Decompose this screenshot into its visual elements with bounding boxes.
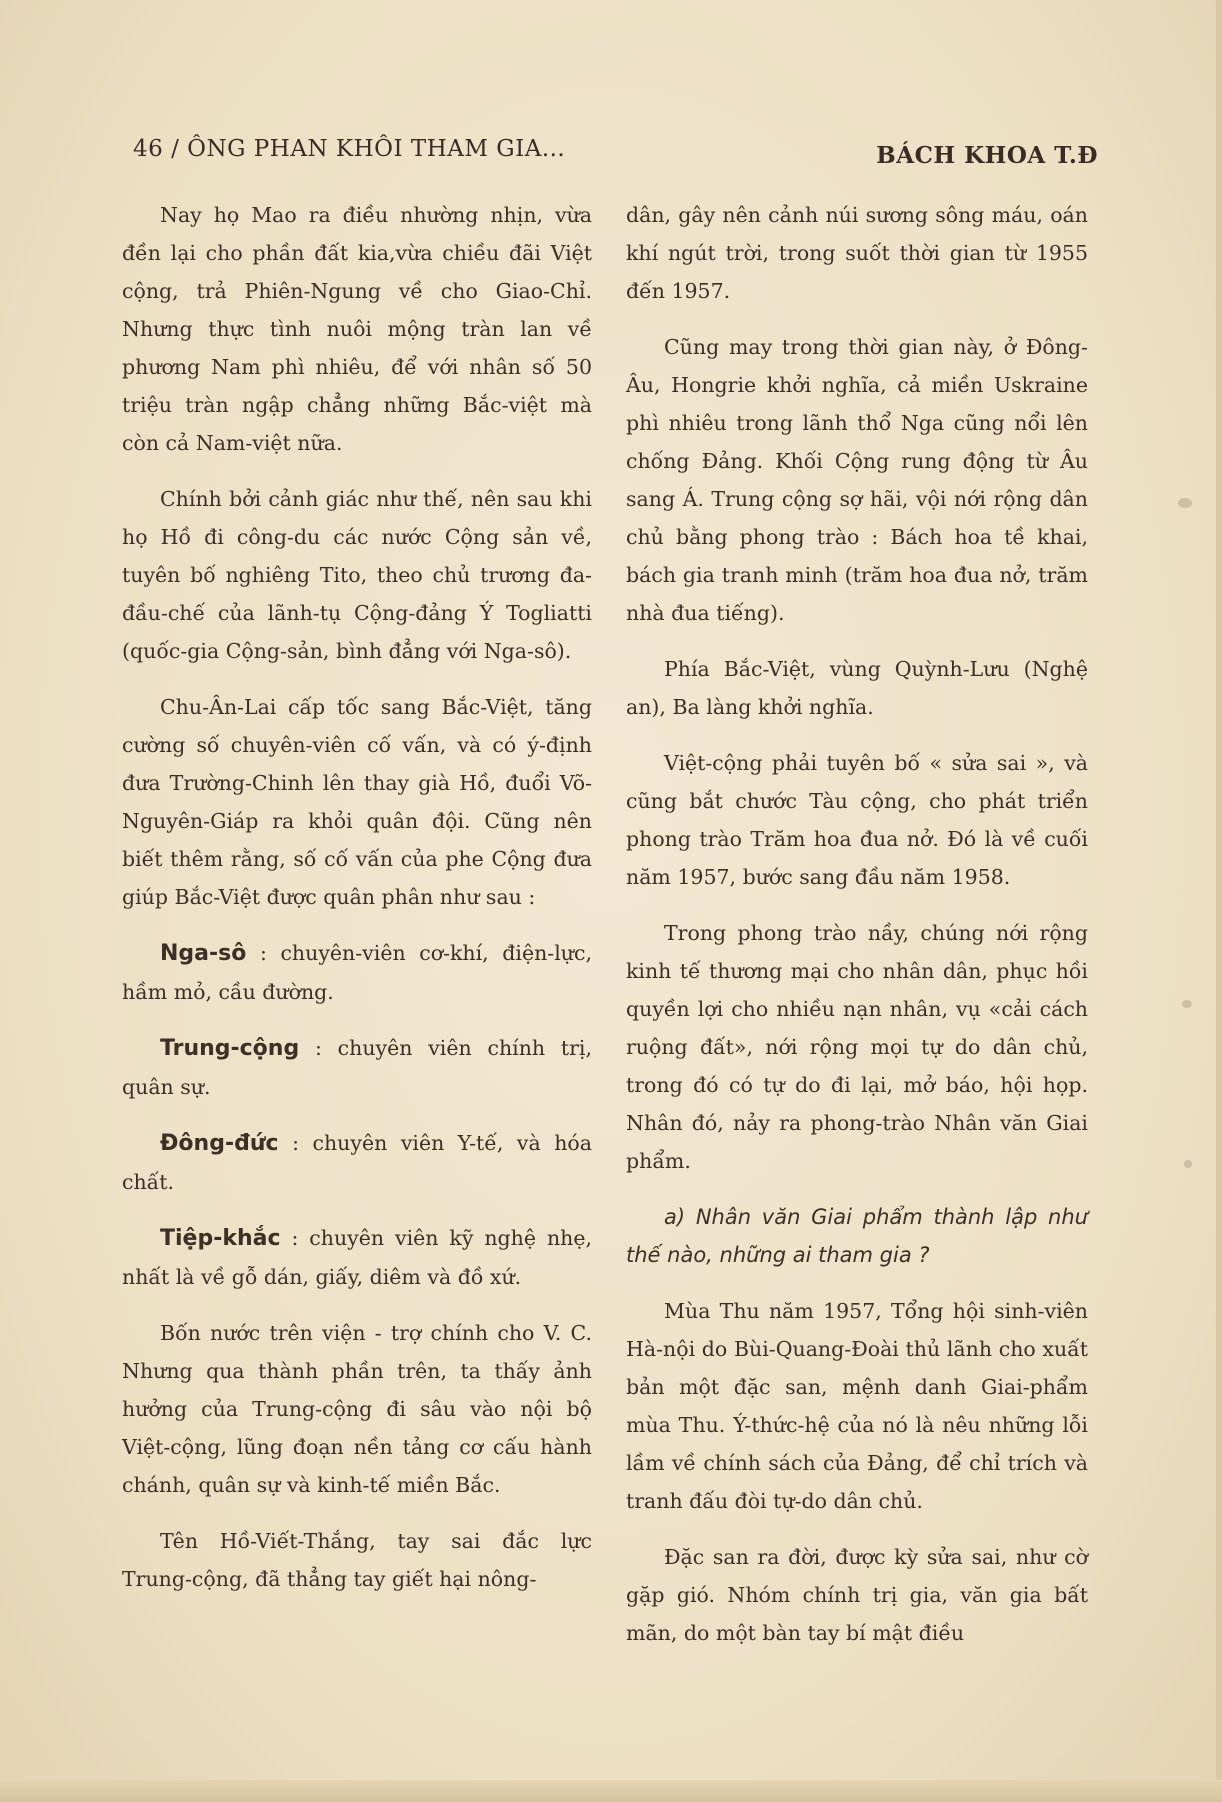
paragraph: Tên Hồ-Viết-Thắng, tay sai đắc lực Trung-cộng, đã thẳng tay giết hại nông-: [122, 1529, 592, 1591]
definition-item: [122, 934, 592, 1011]
paper-stain: [1184, 1160, 1192, 1168]
definition-text: : chuyên viên chính trị, quân sự.: [122, 1036, 592, 1099]
paragraph: Đặc san ra đời, được kỳ sửa sai, như cờ gặp gió. Nhóm chính trị gia, văn gia bất mãn, do một bàn tay bí mật điều: [626, 1545, 1088, 1645]
definition-term: Trung-cộng: [160, 1036, 300, 1061]
definition-item: [122, 1029, 592, 1106]
header-right: BÁCH KHOA T.Đ: [876, 142, 1098, 169]
definition-item: [122, 1124, 592, 1201]
definition-term: Nga-sô: [160, 941, 247, 966]
paragraph: Bốn nước trên viện - trợ chính cho V. C. Nhưng qua thành phần trên, ta thấy ảnh hưởng của Trung-cộng đi sâu vào nội bộ Việt-cộng, lũng đoạn nền tảng cơ cấu hành chánh, quân sự và kinh-tế miền Bắc.: [122, 1321, 592, 1497]
running-header: [133, 132, 1098, 172]
right-column: [626, 196, 1088, 1670]
page-bottom-edge: [0, 1780, 1222, 1802]
definition-term: Đông-đức: [160, 1131, 279, 1156]
paragraph: Chu-Ân-Lai cấp tốc sang Bắc-Việt, tăng cường số chuyên-viên cố vấn, và có ý-định đưa Trường-Chinh lên thay già Hồ, đuổi Võ-Nguyên-Giáp ra khỏi quân đội. Cũng nên biết thêm rằng, số cố vấn của phe Cộng đưa giúp Bắc-Việt được quân phân như sau :: [122, 695, 592, 909]
paper-stain: [1178, 498, 1192, 508]
definition-text: : chuyên viên kỹ nghệ nhẹ, nhất là về gỗ dán, giấy, diêm và đồ xứ.: [122, 1226, 592, 1289]
page-edge: [1216, 0, 1222, 1802]
header-left: 46 / ÔNG PHAN KHÔI THAM GIA...: [133, 136, 566, 162]
paragraph: Việt-cộng phải tuyên bố « sửa sai », và cũng bắt chước Tàu cộng, cho phát triển phong trào Trăm hoa đua nở. Đó là về cuối năm 1957, bước sang đầu năm 1958.: [626, 751, 1088, 889]
definition-term: Tiệp-khắc: [160, 1226, 281, 1251]
left-column: [122, 196, 592, 1616]
paragraph: Chính bởi cảnh giác như thế, nên sau khi họ Hồ đi công-du các nước Cộng sản về, tuyên bố nghiêng Tito, theo chủ trương đa-đầu-chế của lãnh-tụ Cộng-đảng Ý Togliatti (quốc-gia Cộng-sản, bình đẳng với Nga-sô).: [122, 487, 592, 663]
definition-item: [122, 1219, 592, 1296]
paragraph: Nay họ Mao ra điều nhường nhịn, vừa đền lại cho phần đất kia,vừa chiều đãi Việt cộng, trả Phiên-Ngung về cho Giao-Chỉ. Nhưng thực tình nuôi mộng tràn lan về phương Nam phì nhiêu, để với nhân số 50 triệu tràn ngập chẳng những Bắc-việt mà còn cả Nam-việt nữa.: [122, 203, 592, 455]
definition-text: : chuyên viên Y-tế, và hóa chất.: [122, 1131, 592, 1194]
paragraph: dân, gây nên cảnh núi sương sông máu, oán khí ngút trời, trong suốt thời gian từ 1955 đến 1957.: [626, 203, 1088, 303]
paragraph: Cũng may trong thời gian này, ở Đông-Âu, Hongrie khởi nghĩa, cả miền Uskraine phì nhiêu trong lãnh thổ Nga cũng nổi lên chống Đảng. Khối Cộng rung động từ Âu sang Á. Trung cộng sợ hãi, vội nới rộng dân chủ bằng phong trào : Bách hoa tề khai, bách gia tranh minh (trăm hoa đua nở, trăm nhà đua tiếng).: [626, 335, 1088, 625]
definition-text: : chuyên-viên cơ-khí, điện-lực, hầm mỏ, cầu đường.: [122, 941, 592, 1004]
paragraph: Trong phong trào nầy, chúng nới rộng kinh tế thương mại cho nhân dân, phục hồi quyền lợi cho nhiều nạn nhân, vụ «cải cách ruộng đất», nới rộng mọi tự do dân chủ, trong đó có tự do đi lại, mở báo, hội họp. Nhân đó, nảy ra phong-trào Nhân văn Giai phẩm.: [626, 921, 1088, 1173]
subheading: a) Nhân văn Giai phẩm thành lập như thế nào, những ai tham gia ?: [626, 1205, 1088, 1267]
paragraph: Mùa Thu năm 1957, Tổng hội sinh-viên Hà-nội do Bùi-Quang-Đoài thủ lãnh cho xuất bản một đặc san, mệnh danh Giai-phẩm mùa Thu. Ý-thức-hệ của nó là nêu những lỗi lầm về chính sách của Đảng, để chỉ trích và tranh đấu đòi tự-do dân chủ.: [626, 1299, 1088, 1513]
paragraph: Phía Bắc-Việt, vùng Quỳnh-Lưu (Nghệ an), Ba làng khởi nghĩa.: [626, 657, 1088, 719]
paper-stain: [1182, 1000, 1192, 1008]
